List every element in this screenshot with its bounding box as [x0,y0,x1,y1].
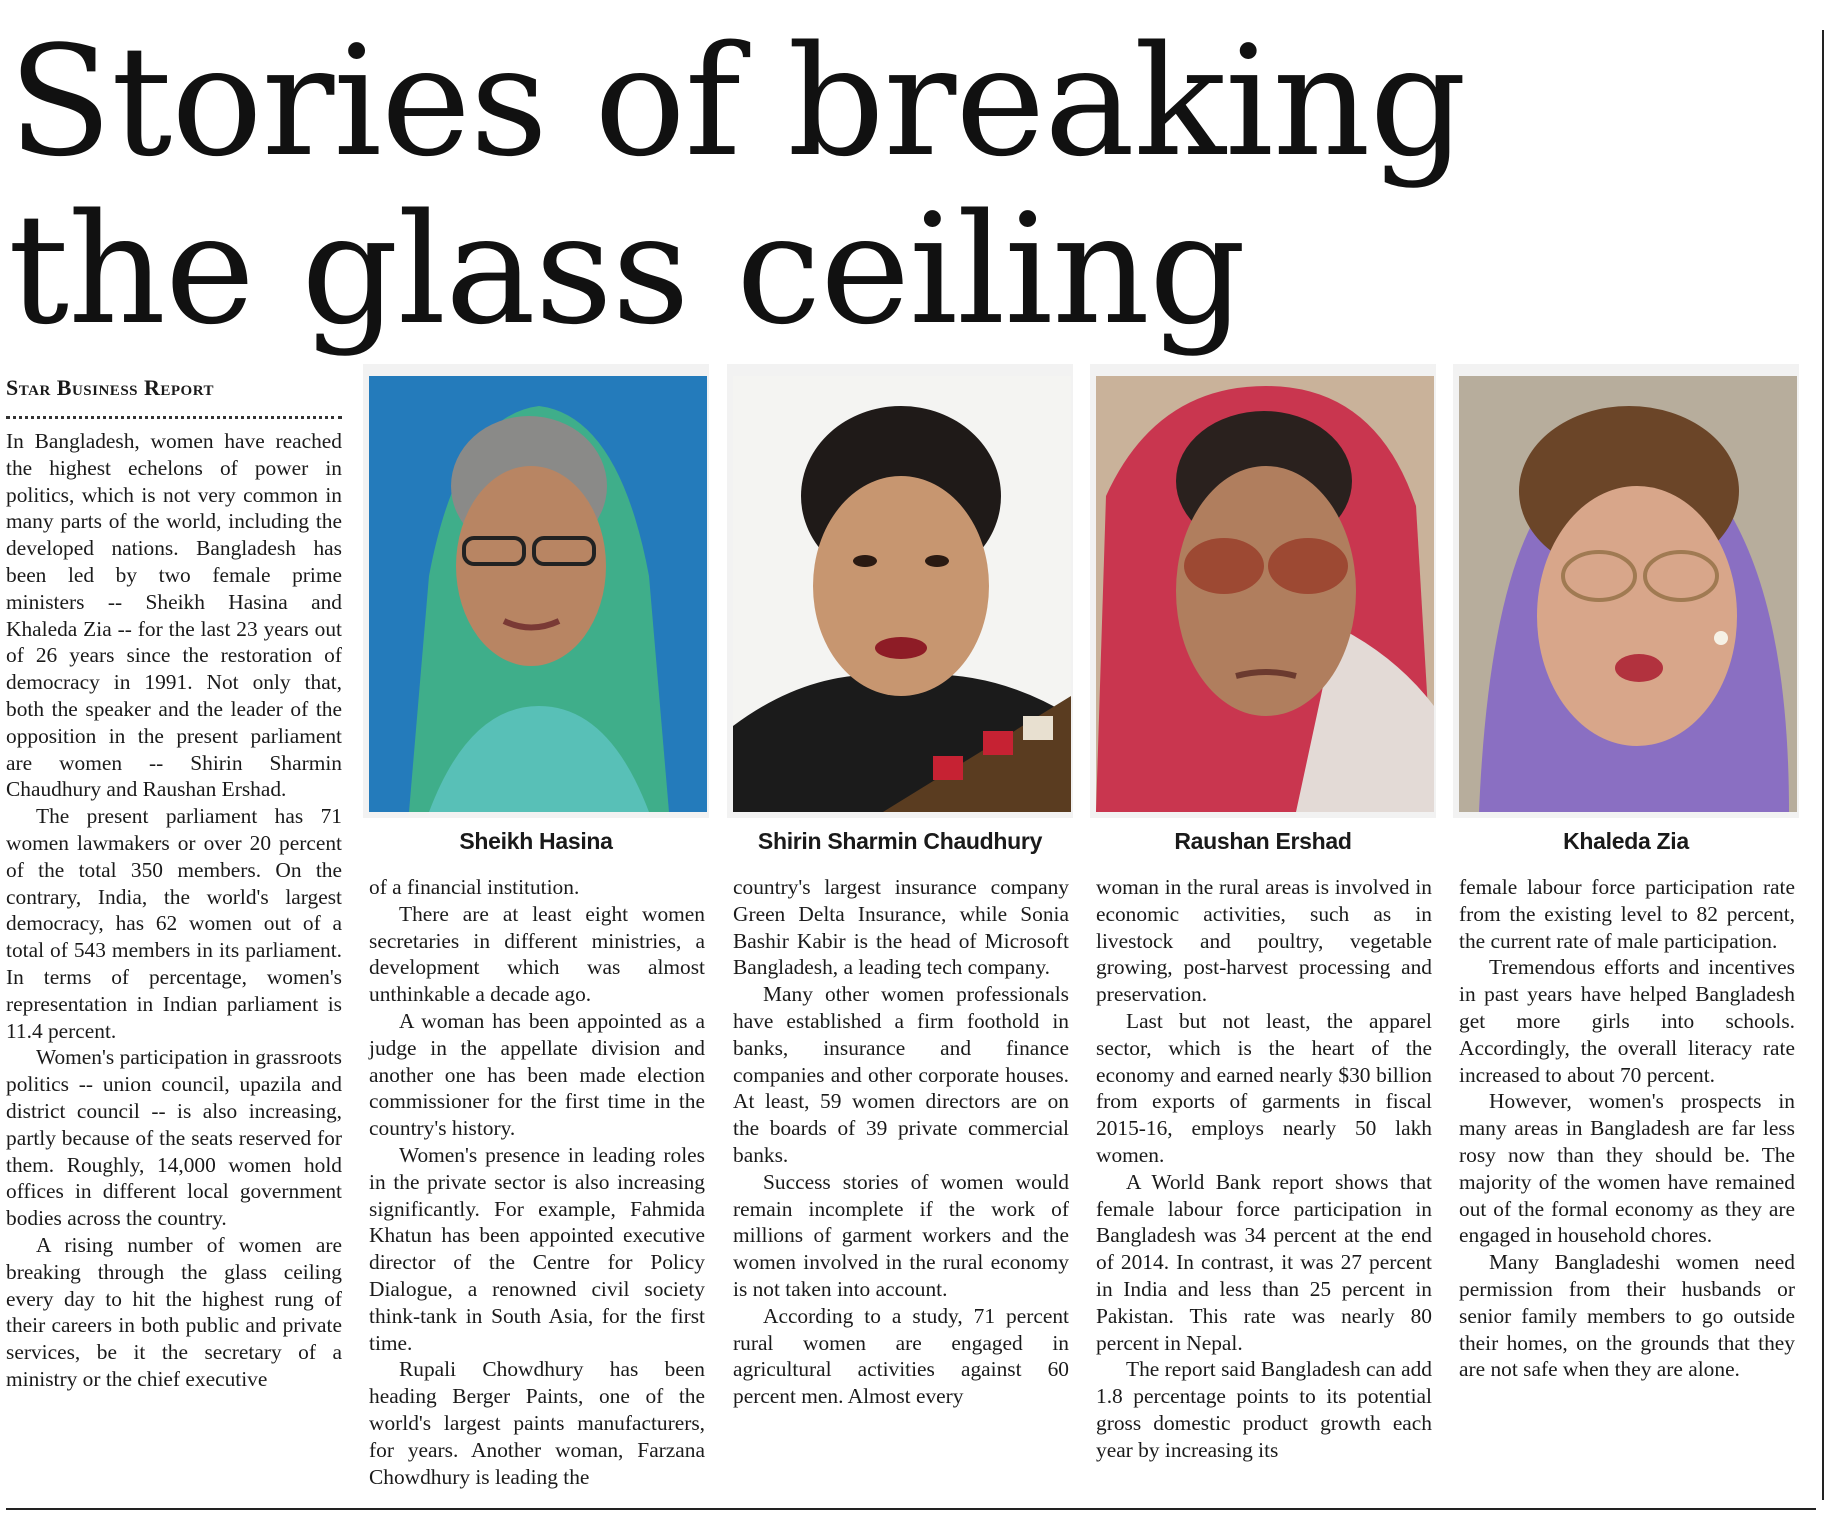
paragraph: country's largest insurance company Green Delta Insurance, while Sonia Bashir Kabir is the head of Microsoft Bangladesh, a leading tech company. [733,875,1069,980]
photo-frame-1 [363,364,709,818]
paragraph: A woman has been appointed as a judge in the appellate division and another one has been made election commissioner for the first time in the country's history. [369,1008,705,1141]
article-column-3 [733,874,1069,1410]
paragraph: According to a study, 71 percent rural women are engaged in agricultural activities against 60 percent men. Almost every [733,1303,1069,1409]
byline-divider [6,416,342,419]
paragraph: The present parliament has 71 women lawmakers or over 20 percent of the total 350 members. On the contrary, India, the world's largest democracy, has 62 women out of a total of 543 members in its parliament. In terms of percentage, women's representation in Indian parliament is 11.4 percent. [6,804,342,1043]
paragraph: In Bangladesh, women have reached the highest echelons of power in politics, which is not very common in many parts of the world, including the developed nations. Bangladesh has been led by two female prime ministers -- Sheikh Hasina and Khaleda Zia -- for the last 23 years out of 26 years since the restoration of democracy in 1991. Not only that, both the speaker and the leader of the opposition in the present parliament are women -- Shirin Sharmin Chaudhury and Raushan Ershad. [6,429,342,802]
paragraph: There are at least eight women secretaries in different ministries, a development which was almost unthinkable a decade ago. [369,901,705,1007]
paragraph: Success stories of women would remain incomplete if the work of millions of garment workers and the women involved in the rural economy is not taken into account. [733,1169,1069,1301]
photo-caption-3: Raushan Ershad [1174,828,1352,854]
photo-frame-2 [727,364,1073,818]
paragraph: The report said Bangladesh can add 1.8 percentage points to its potential gross domestic product growth each year by increasing its [1096,1357,1432,1462]
article-column-4 [1096,874,1432,1464]
paragraph: Women's presence in leading roles in the private sector is also increasing significantly. For example, Fahmida Khatun has been appointed executive director of the Centre for Policy Dialogue, a renowned civil society think-tank in South Asia, for the first time. [369,1142,705,1355]
portrait-photo-4 [1459,376,1797,812]
paragraph: A World Bank report shows that female labour force participation in Bangladesh was 34 percent at the end of 2014. In contrast, it was 27 percent in India and less than 25 percent in Pakistan. This rate was nearly 80 percent in Nepal. [1096,1169,1432,1355]
photo-frame-4 [1453,364,1799,818]
headline [8,13,1508,358]
photo-caption-1: Sheikh Hasina [459,828,613,854]
portrait-photo-icon [1096,376,1434,812]
paragraph: A rising number of women are breaking through the glass ceiling every day to hit the highest rung of their careers in both public and private services, be it the secretary of a ministry or the chief executive [6,1232,342,1391]
portrait-photo-icon [369,376,707,812]
article-column-2 [369,874,705,1490]
headline-line-2: the glass ceiling [8,181,1246,358]
byline: Star Business Report [6,375,215,400]
photo-caption-4: Khaleda Zia [1563,828,1689,854]
paragraph: Many other women professionals have established a firm foothold in banks, insurance and finance companies and other corporate houses. At least, 59 women directors are on the boards of 39 private commercial banks. [733,982,1069,1167]
paragraph: Women's participation in grassroots politics -- union council, upazila and district council -- is also increasing, partly because of the seats reserved for them. Roughly, 14,000 women hold offices in different local government bodies across the country. [6,1045,342,1231]
portrait-photo-icon [733,376,1071,812]
portrait-photo-icon [1459,376,1797,812]
paragraph: However, women's prospects in many areas in Bangladesh are far less rosy now than they should be. The majority of the women have remained out of the formal economy as they are engaged in household chores. [1459,1089,1795,1248]
paragraph: Tremendous efforts and incentives in past years have helped Bangladesh get more girls into schools. Accordingly, the overall literacy rate increased to about 70 percent. [1459,955,1795,1087]
paragraph: Rupali Chowdhury has been heading Berger Paints, one of the world's largest paints manufacturers, for years. Another woman, Farzana Chowdhury is leading the [369,1357,705,1489]
portrait-photo-1 [369,376,707,812]
article-column-1 [6,428,342,1393]
photo-frame-3 [1090,364,1436,818]
headline-line-1: Stories of breaking [8,13,1466,190]
paragraph: female labour force participation rate from the existing level to 82 percent, the current rate of male participation. [1459,875,1795,953]
portrait-photo-2 [733,376,1071,812]
paragraph: woman in the rural areas is involved in economic activities, such as in livestock and poultry, vegetable growing, post-harvest processing and preservation. [1096,875,1432,1007]
paragraph: Last but not least, the apparel sector, which is the heart of the economy and earned nearly $30 billion from exports of garments in fiscal 2015-16, employs nearly 50 lakh women. [1096,1008,1432,1167]
article-column-5 [1459,874,1795,1383]
bottom-rule [6,1508,1816,1510]
page-edge-rule [1822,30,1824,1500]
paragraph: Many Bangladeshi women need permission from their husbands or senior family members to go outside their homes, on the grounds that they are not safe when they are alone. [1459,1250,1795,1382]
portrait-photo-3 [1096,376,1434,812]
paragraph: of a financial institution. [369,875,580,899]
photo-caption-2: Shirin Sharmin Chaudhury [757,828,1043,854]
